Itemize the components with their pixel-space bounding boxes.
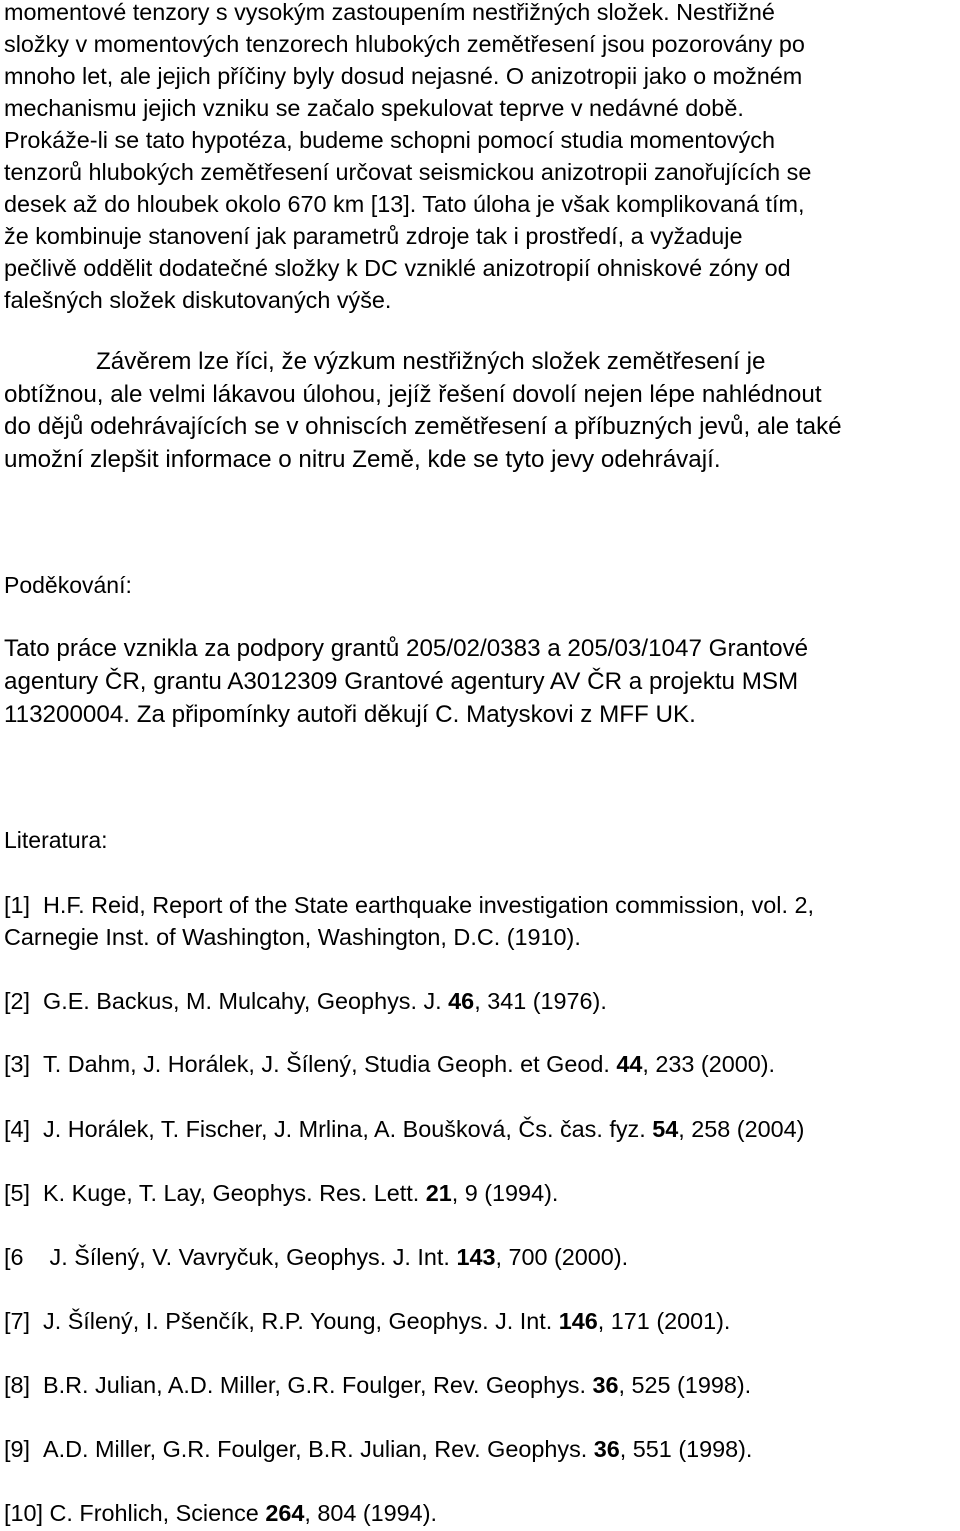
paragraph-1-line: tenzorů hlubokých zemětřesení určovat seismickou anizotropii zanořujících se xyxy=(4,159,812,185)
reference-item-3 xyxy=(4,1053,775,1076)
reference-number: [5] xyxy=(4,1180,31,1206)
paragraph-1-line: Prokáže-li se tato hypotéza, budeme schopni pomocí studia momentových xyxy=(4,127,776,153)
reference-text: K. Kuge, T. Lay, Geophys. Res. Lett. xyxy=(43,1180,426,1206)
paragraph-2-line: umožní zlepšit informace o nitru Země, kde se tyto jevy odehrávají. xyxy=(4,446,721,473)
reference-text: A.D. Miller, G.R. Foulger, B.R. Julian, Rev. Geophys. xyxy=(43,1436,594,1462)
paragraph-2-line: obtížnou, ale velmi lákavou úlohou, jejíž řešení dovolí nejen lépe nahlédnout xyxy=(4,381,822,408)
reference-number: [10] xyxy=(4,1500,44,1526)
reference-volume: 44 xyxy=(616,1051,643,1077)
paragraph-1-line: složky v momentových tenzorech hlubokých zemětřesení jsou pozorovány po xyxy=(4,31,805,57)
reference-item-2 xyxy=(4,990,607,1013)
reference-pages: , 804 (1994). xyxy=(304,1500,437,1526)
paragraph-1-line: že kombinuje stanovení jak parametrů zdroje tak i prostředí, a vyžaduje xyxy=(4,223,743,249)
paragraph-1-line: falešných složek diskutovaných výše. xyxy=(4,287,392,313)
reference-pages: , 525 (1998). xyxy=(618,1372,752,1398)
reference-pages: , 233 (2000). xyxy=(642,1051,776,1077)
paragraph-1-line: momentové tenzory s vysokým zastoupením nestřižných složek. Nestřižné xyxy=(4,0,775,25)
acknowledgements-line: 113200004. Za připomínky autoři děkují C. Matyskovi z MFF UK. xyxy=(4,701,696,728)
reference-item-1 xyxy=(4,894,814,917)
reference-item-8 xyxy=(4,1374,751,1397)
reference-pages: , 171 (2001). xyxy=(597,1308,731,1334)
reference-text: J. Horálek, T. Fischer, J. Mrlina, A. Boušková, Čs. čas. fyz. xyxy=(43,1116,653,1142)
reference-item-4 xyxy=(4,1118,804,1141)
paragraph-2-line: do dějů odehrávajících se v ohniscích zemětřesení a příbuzných jevů, ale také xyxy=(4,413,842,440)
reference-volume: 36 xyxy=(593,1436,620,1462)
acknowledgements-line: agentury ČR, grantu A3012309 Grantové agentury AV ČR a projektu MSM xyxy=(4,668,799,695)
reference-volume: 36 xyxy=(592,1372,619,1398)
reference-text: J. Šílený, I. Pšenčík, R.P. Young, Geophys. J. Int. xyxy=(43,1308,559,1334)
reference-text: T. Dahm, J. Horálek, J. Šílený, Studia Geoph. et Geod. xyxy=(43,1051,617,1077)
paragraph-2-line: Závěrem lze říci, že výzkum nestřižných složek zemětřesení je xyxy=(96,348,766,375)
reference-number: [9] xyxy=(4,1436,31,1462)
reference-number: [1] xyxy=(4,892,31,918)
paragraph-1-line: mnoho let, ale jejich příčiny byly dosud nejasné. O anizotropii jako o možném xyxy=(4,63,803,89)
paragraph-1-line: pečlivě oddělit dodatečné složky k DC vzniklé anizotropií ohniskové zóny od xyxy=(4,255,791,281)
reference-item-7 xyxy=(4,1310,730,1333)
reference-number: [6 xyxy=(4,1244,24,1270)
reference-pages: , 258 (2004) xyxy=(678,1116,805,1142)
reference-volume: 264 xyxy=(265,1500,305,1526)
reference-text: H.F. Reid, Report of the State earthquake investigation commission, vol. 2, xyxy=(43,892,814,918)
reference-pages: , 551 (1998). xyxy=(619,1436,753,1462)
reference-item-10 xyxy=(4,1502,437,1525)
reference-number: [8] xyxy=(4,1372,31,1398)
reference-text: J. Šílený, V. Vavryčuk, Geophys. J. Int. xyxy=(49,1244,457,1270)
reference-item-1-continuation: Carnegie Inst. of Washington, Washington, D.C. (1910). xyxy=(4,924,581,950)
reference-volume: 46 xyxy=(448,988,475,1014)
reference-number: [3] xyxy=(4,1051,31,1077)
reference-text: B.R. Julian, A.D. Miller, G.R. Foulger, Rev. Geophys. xyxy=(43,1372,593,1398)
reference-text: C. Frohlich, Science xyxy=(49,1500,266,1526)
reference-pages: , 700 (2000). xyxy=(495,1244,629,1270)
reference-number: [2] xyxy=(4,988,31,1014)
reference-item-9 xyxy=(4,1438,752,1461)
acknowledgements-line: Tato práce vznikla za podpory grantů 205/02/0383 a 205/03/1047 Grantové xyxy=(4,635,809,662)
reference-item-5 xyxy=(4,1182,558,1205)
reference-text: G.E. Backus, M. Mulcahy, Geophys. J. xyxy=(43,988,449,1014)
reference-volume: 54 xyxy=(652,1116,679,1142)
reference-volume: 143 xyxy=(456,1244,496,1270)
reference-number: [4] xyxy=(4,1116,31,1142)
paragraph-1-line: desek až do hloubek okolo 670 km [13]. Tato úloha je však komplikovaná tím, xyxy=(4,191,805,217)
acknowledgements-heading: Poděkování: xyxy=(4,572,132,598)
paragraph-1-line: mechanismu jejich vzniku se začalo spekulovat teprve v nedávné době. xyxy=(4,95,744,121)
reference-number: [7] xyxy=(4,1308,31,1334)
reference-pages: , 9 (1994). xyxy=(451,1180,559,1206)
reference-item-6 xyxy=(4,1246,628,1269)
reference-volume: 146 xyxy=(558,1308,598,1334)
reference-volume: 21 xyxy=(425,1180,452,1206)
reference-pages: , 341 (1976). xyxy=(474,988,607,1014)
references-heading: Literatura: xyxy=(4,827,108,853)
